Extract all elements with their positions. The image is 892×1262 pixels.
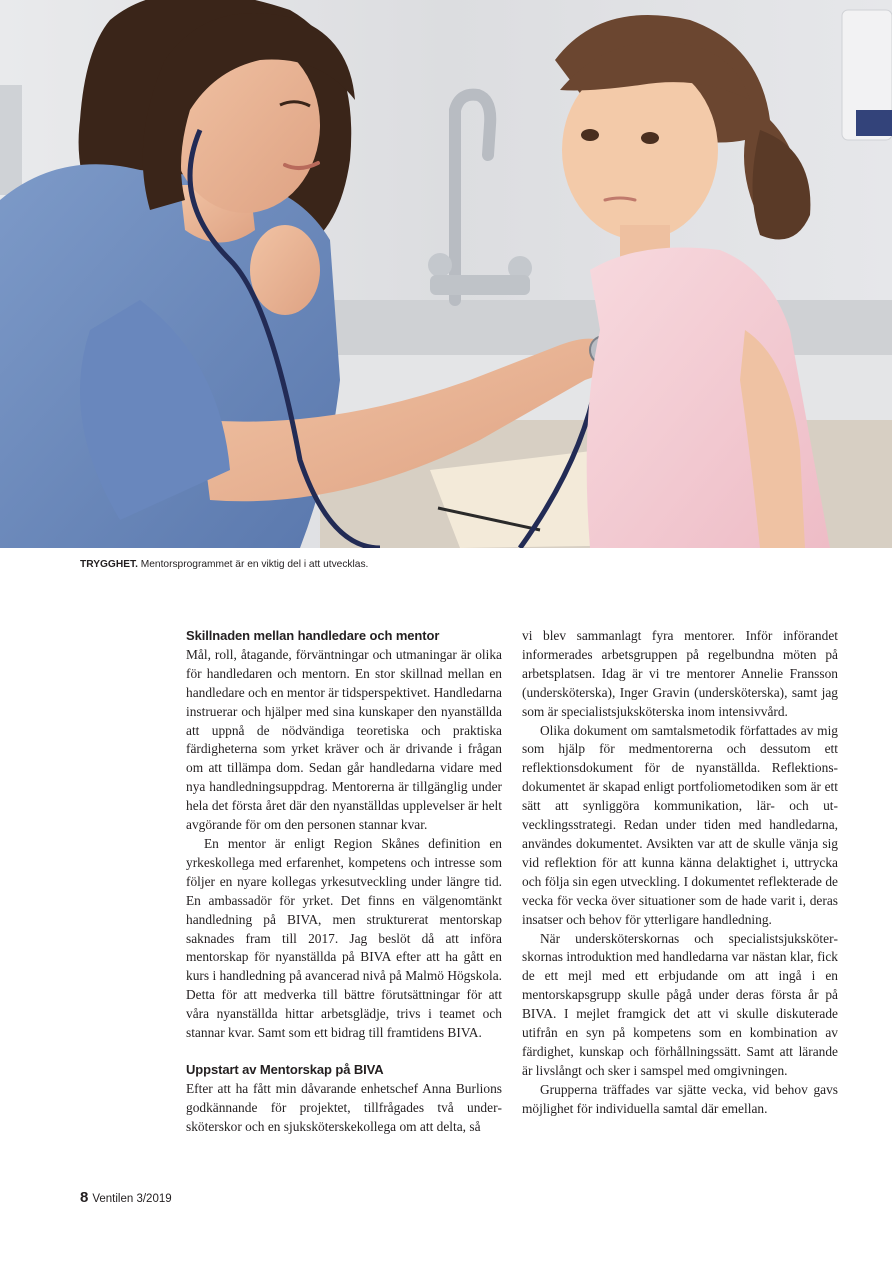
publication-name: Ventilen 3/2019 bbox=[92, 1193, 172, 1205]
section-heading: Uppstart av Mentorskap på BIVA bbox=[186, 1061, 384, 1077]
article-photo bbox=[0, 0, 892, 548]
paragraph: Mål, roll, åtagande, förväntningar och utmaningar är olika för handledaren och mentorn. En stor skillnad mellan en handledare och en mentor är tidsperspektivet. Handledarna instruerar och hjälper med sina kunskaper den nyanställda att uppnå de nödvändiga teoretiska och praktiska färdigheterna som yrket kräver och är drivande i frågan om att tillämpa dom. Sedan går handledarna vidare med nya handledningsuppdrag. Mentorerna är tillgänglig under hela det första året där den nyanställdas upplevelser är helt avgörande för om den personen stannar kvar. bbox=[186, 646, 502, 833]
paragraph-continuation: vi blev sammanlagt fyra mentorer. Inför införandet informerades arbetsgruppen på regelbundna möten på arbetsplatsen. Idag är vi tre mentorer Annelie Fransson (undersköterska), Inger Gravin (undersköterska), samt jag som är specialistsjuksköterska inom intensivvård. bbox=[522, 628, 838, 719]
paragraph: När undersköterskornas och specialistsjuksköterskornas introduktion med handledarna var nästan klar, fick de ett mejl med ett erbjudande om att ingå i en mentorskapsgrupp skulle pågå under deras första år på BIVA. I mejlet framgick det att vi skulle diskuterade utifrån en syn på kompetens som en kombination av färdighet, kunskap och förhållningssätt. Samt att lärande är livslångt och sker i samspel med omgivningen. bbox=[522, 930, 838, 1078]
doctor-child-stethoscope-photo bbox=[0, 0, 892, 548]
paragraph: Grupperna träffades var sjätte vecka, vid behov gavs möjlighet för individuella samtal där emellan. bbox=[522, 1081, 838, 1116]
paragraph: Olika dokument om samtalsmetodik författades av mig som hjälp för medmentorerna och dessutom ett reflektionsdokument för de nyanställda. Reflektionsdokumentet är skapad enligt portfoliometodiken som är ett sätt att synliggöra kommunikation, lär- och utvecklingsstrategi. Redan under tiden med handledarna, användes dokumentet. Avsikten var att de skulle vänja sig vid reflektion för att kunna känna delaktighet i, uttrycka och följa sin egen utveckling. I dokumentet reflekterade de vecka för vecka över situationer som de hade varit i, deras insatser och behov för ytterligare handledning. bbox=[522, 722, 838, 927]
photo-caption bbox=[80, 559, 780, 570]
paragraph-continued: Efter att ha fått min dåvarande enhetschef Anna Burlions godkännande för projektet, tillfrågades två undersköterskor och en sjuksköterskekollega om att delta, så bbox=[186, 1080, 502, 1134]
section-heading: Skillnaden mellan handledare och mentor bbox=[186, 628, 440, 643]
caption-text: Mentorsprogrammet är en viktig del i att utvecklas. bbox=[137, 559, 369, 570]
text-column-right bbox=[522, 627, 838, 1119]
paragraph: En mentor är enligt Region Skånes definition en yrkeskollega med erfarenhet, kompetens och intresse som följer en nyare kollegas yrkesutveckling under längre tid. En ambassadör för yrket. Det finns en välgenomtänkt handledning på BIVA, men strukturerat mentorskap saknades fram till 2017. Jag beslöt då att införa mentorskap för nyanställda på BIVA efter att ha gått en kurs i handledning på avancerad nivå på Malmö Högskola. Detta för att medverka till bättre förutsättningar för att våra nyanställda hittar arbetsglädje, trivs i teamet och stannar kvar. Samt som ett bidrag till framtidens BIVA. bbox=[186, 835, 502, 1041]
caption-lead: TRYGGHET. bbox=[80, 559, 138, 570]
text-column-left bbox=[186, 627, 502, 1137]
page-footer bbox=[80, 1189, 172, 1206]
page-number: 8 bbox=[80, 1189, 89, 1206]
